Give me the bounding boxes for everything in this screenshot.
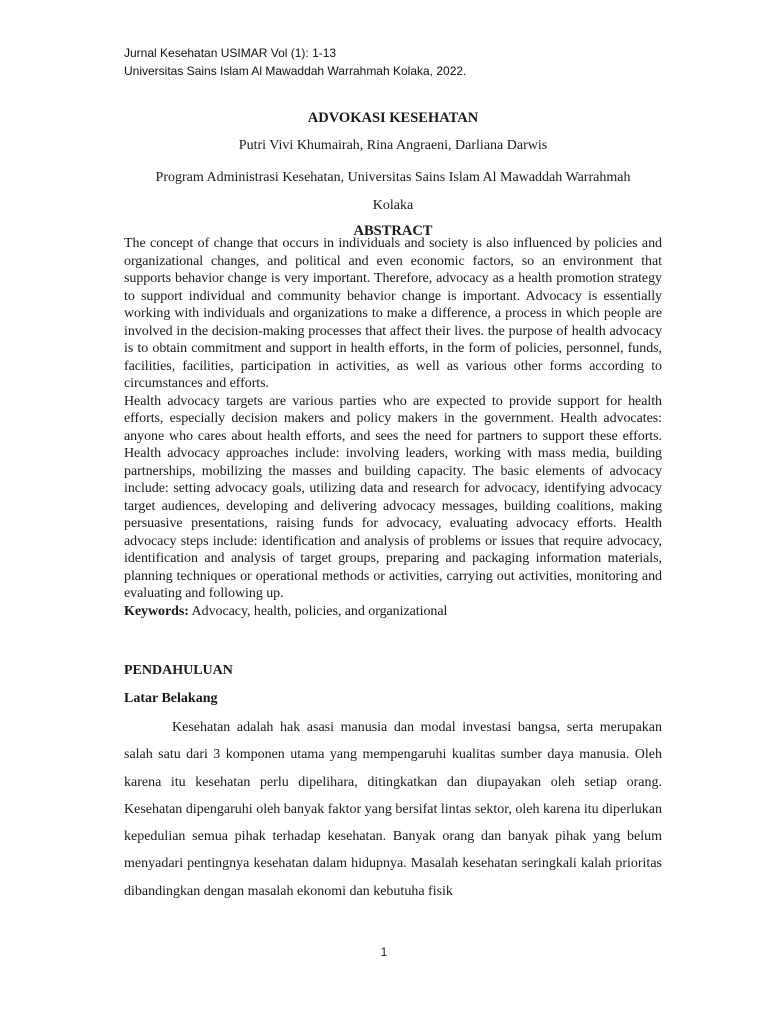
affiliation-line-1: Program Administrasi Kesehatan, Universitas Sains Islam Al Mawaddah Warrahmah <box>155 170 631 185</box>
abstract-heading: ABSTRACT <box>353 223 433 239</box>
paper-title: ADVOKASI KESEHATAN <box>307 110 479 126</box>
journal-header <box>124 44 664 80</box>
keywords-text: Advocacy, health, policies, and organizational <box>188 603 448 619</box>
latar-belakang-paragraph: Kesehatan adalah hak asasi manusia dan modal investasi bangsa, serta merupakan salah satu dari 3 komponen utama yang mempengaruhi kualitas sumber daya manusia. Oleh karena itu kesehatan perlu dipelihara, ditingkatkan dan diupayakan oleh setiap orang. Kesehatan dipengaruhi oleh banyak faktor yang bersifat lintas sektor, oleh karena itu diperlukan kepedulian semua pihak terhadap kesehatan. Banyak orang dan banyak pihak yang belum menyadari pentingnya kesehatan dalam hidupnya. Masalah kesehatan seringkali kalah prioritas dibandingkan dengan masalah ekonomi dan kebutuha fisik <box>124 720 662 899</box>
paper-authors: Putri Vivi Khumairah, Rina Angraeni, Darliana Darwis <box>238 138 548 153</box>
journal-line: Jurnal Kesehatan USIMAR Vol (1): 1-13 <box>124 46 337 60</box>
keywords-line <box>124 603 662 621</box>
abstract-paragraph-1: The concept of change that occurs in individuals and society is also influenced by policies and organizational changes, and political and even economic factors, so an environment that supports behavior change is very important. Therefore, advocacy as a health promotion strategy to support individual and community behavior change is important. Advocacy is essentially working with individuals and organizations to make a difference, a process in which people are involved in the decision-making processes that affect their lives. the purpose of health advocacy is to obtain commitment and support in health efforts, in the form of policies, personnel, funds, facilities, facilities, participation in activities, as well as various other forms according to circumstances and efforts. <box>124 236 662 391</box>
title-block <box>124 108 662 240</box>
affiliation-line-2: Kolaka <box>372 198 414 213</box>
page-number: 1 <box>380 945 388 959</box>
subsection-heading-latar-belakang: Latar Belakang <box>124 691 218 706</box>
paper-affiliation <box>124 164 662 220</box>
abstract-body <box>124 235 662 620</box>
section-heading-pendahuluan: PENDAHULUAN <box>124 663 233 678</box>
university-line: Universitas Sains Islam Al Mawaddah Warrahmah Kolaka, 2022. <box>124 64 467 78</box>
abstract-paragraph-2: Health advocacy targets are various parties who are expected to provide support for health efforts, especially decision makers and policy makers in the government. Health advocates: anyone who cares about health efforts, and sees the need for partners to support these efforts. Health advocacy approaches include: involving leaders, working with mass media, building partnerships, mobilizing the masses and building capacity. The basic elements of advocacy include: setting advocacy goals, utilizing data and research for advocacy, identifying advocacy target audiences, developing and delivering advocacy messages, building coalitions, making persuasive presentations, raising funds for advocacy, evaluating advocacy efforts. Health advocacy steps include: identification and analysis of problems or issues that require advocacy, identification and analysis of target groups, preparing and packaging information materials, planning techniques or operational methods or activities, carrying out activities, monitoring and evaluating and following up. <box>124 393 662 601</box>
keywords-label: Keywords: <box>124 603 189 619</box>
